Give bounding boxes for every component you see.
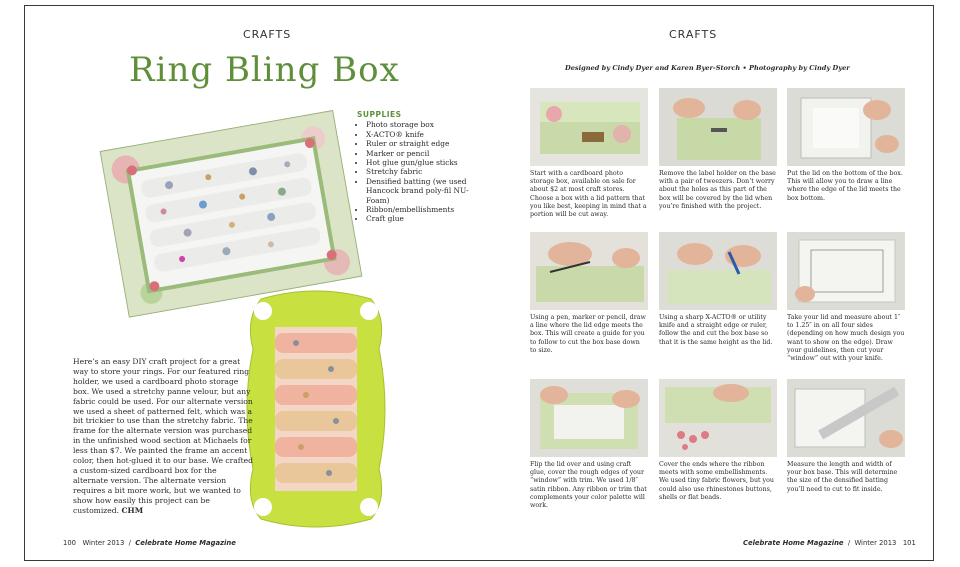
- section-label: CRAFTS: [669, 28, 718, 41]
- intro-text: [73, 357, 253, 516]
- step-caption: Take your lid and measure about 1″ to 1.25″ in on all four sides (depending on how much design you want to show on the edge). Draw your guidelines, then cut your “window” out with your knife.: [787, 314, 905, 363]
- magazine-spread: [24, 5, 934, 561]
- step-caption: Put the lid on the bottom of the box. This will allow you to draw a line where the edge of the lid meets the box bottom.: [787, 170, 903, 202]
- supply-item: • Stretchy fabric: [366, 167, 475, 176]
- step-caption: Start with a cardboard photo storage box, available on sale for about $2 at most craft stores. Choose a box with a lid pattern that you like best, keeping in mind that a portion will be cut away.: [530, 170, 647, 219]
- step-photo: [787, 88, 905, 166]
- intro-body: Here’s an easy DIY craft project for a great way to store your rings. For our featured ring holder, we used a cardboard photo storage box. We used a stretchy panne velour, but any fabric could be used. For our alternate version we used a sheet of patterned felt, which was a bit trickier to use than the stretchy fabric. The frame for the alternate version was purchased in the unfinished wood section at Michaels for less than $7. We painted the frame an accent color, then hot-glued it to our base. We crafted a custom-sized cardboard box for the alternate version. The alternate version requires a bit more work, but we wanted to show how easily this project can be customized.: [73, 357, 253, 515]
- page-folio-left: [63, 539, 236, 547]
- step-photo: [659, 232, 777, 310]
- step-caption: Remove the label holder on the base with a pair of tweezers. Don’t worry about the holes as this part of the box will be covered by the lid when you’re finished with the project.: [659, 170, 776, 210]
- step-caption: Flip the lid over and using craft glue, cover the rough edges of your “window” with trim. We used 1/8″ satin ribbon. Any ribbon or trim that complements your color palette will work.: [530, 461, 647, 510]
- step-photo: [659, 88, 777, 166]
- supply-item: • Densified batting (we used Hancock brand poly-fil NU-Foam): [366, 177, 475, 205]
- section-label: CRAFTS: [243, 28, 292, 41]
- step-caption: Using a pen, marker or pencil, draw a line where the lid edge meets the box. This will create a guide for you to follow to cut the box base down to size.: [530, 314, 646, 354]
- folio-issue: Winter 2013: [854, 539, 897, 547]
- step-photo: [787, 232, 905, 310]
- article-title: Ring Bling Box: [129, 50, 400, 90]
- step-caption: Using a sharp X-ACTO® or utility knife and a straight edge or ruler, follow the and cut the box base so that it is the same height as the lid.: [659, 314, 773, 346]
- step-caption: Measure the length and width of your box base. This will determine the size of the densified batting you’ll need to cut to fit inside.: [787, 461, 898, 493]
- step-photo: [659, 379, 777, 457]
- right-page: [479, 6, 933, 560]
- end-mark: CHM: [121, 505, 144, 515]
- supply-item: • X-ACTO® knife: [366, 130, 475, 139]
- supplies-list: [357, 110, 475, 224]
- page-folio-right: [743, 539, 916, 547]
- folio-magazine: Celebrate Home Magazine: [743, 539, 844, 547]
- supply-item: • Photo storage box: [366, 120, 475, 129]
- credit-line: Designed by Cindy Dyer and Karen Byer-Storch • Photography by Cindy Dyer: [565, 64, 850, 72]
- supply-item: • Marker or pencil: [366, 149, 475, 158]
- supply-item: • Ribbon/embellishments: [366, 205, 475, 214]
- folio-issue: Winter 2013: [82, 539, 125, 547]
- page-number: 101: [902, 539, 916, 547]
- supplies-heading: SUPPLIES: [357, 110, 402, 119]
- step-photo: [530, 379, 648, 457]
- step-photo: [787, 379, 905, 457]
- folio-separator: /: [847, 539, 851, 547]
- supply-item: • Ruler or straight edge: [366, 139, 475, 148]
- step-photo: [530, 232, 648, 310]
- left-page: [25, 6, 479, 560]
- page-number: 100: [63, 539, 76, 547]
- step-photo: [530, 88, 648, 166]
- folio-separator: /: [128, 539, 131, 547]
- alternate-frame-photo: [241, 289, 391, 529]
- folio-magazine: Celebrate Home Magazine: [135, 539, 236, 547]
- supply-item: • Craft glue: [366, 214, 475, 223]
- supply-item: • Hot glue gun/glue sticks: [366, 158, 475, 167]
- step-caption: Cover the ends where the ribbon meets with some embellishments. We used tiny fabric flowers, but you could also use rhinestones buttons, shells or flat beads.: [659, 461, 774, 501]
